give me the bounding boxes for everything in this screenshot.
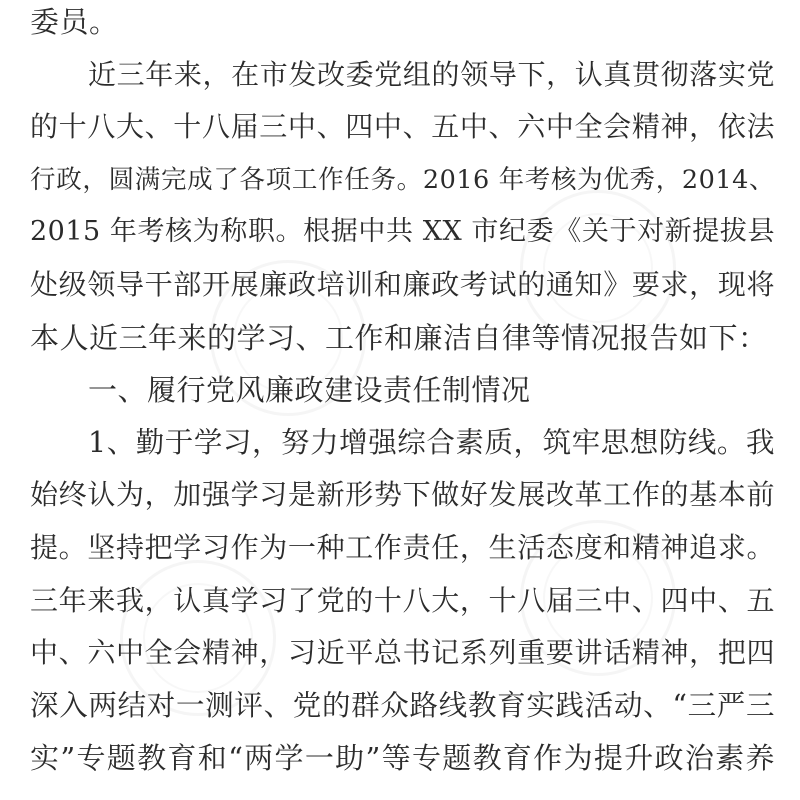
text-line: 中、六中全会精神，习近平总书记系列重要讲话精神，把四 — [30, 636, 775, 670]
text-line: 三年来我，认真学习了党的十八大，十八届三中、四中、五 — [30, 583, 775, 617]
text-line: 提。坚持把学习作为一种工作责任，生活态度和精神追求。 — [30, 531, 775, 564]
text-line: 委员。 — [30, 5, 119, 39]
text-line: 始终认为，加强学习是新形势下做好发展改革工作的基本前 — [30, 478, 775, 512]
paragraph-first-line: 1、勤于学习，努力增强综合素质，筑牢思想防线。我 — [88, 425, 775, 459]
text-line: 的十八大、十八届三中、四中、五中、六中全会精神，依法 — [30, 110, 775, 144]
text-line: 2015 年考核为称职。根据中共 XX 市纪委《关于对新提拔县 — [30, 216, 775, 248]
text-line: 本人近三年来的学习、工作和廉洁自律等情况报告如下： — [30, 320, 768, 355]
paragraph-first-line: 近三年来，在市发改委党组的领导下，认真贯彻落实党 — [88, 57, 775, 91]
section-heading: 一、履行党风廉政建设责任制情况 — [88, 373, 531, 408]
text-line: 处级领导干部开展廉政培训和廉政考试的通知》要求，现将 — [30, 268, 775, 301]
text-line: 实”专题教育和“两学一助”等专题教育作为提升政治素养 — [30, 741, 775, 776]
text-line: 行政，圆满完成了各项工作任务。2016 年考核为优秀，2014、 — [30, 164, 775, 195]
text-line: 深入两结对一测评、党的群众路线教育实践活动、“三严三 — [30, 688, 775, 722]
